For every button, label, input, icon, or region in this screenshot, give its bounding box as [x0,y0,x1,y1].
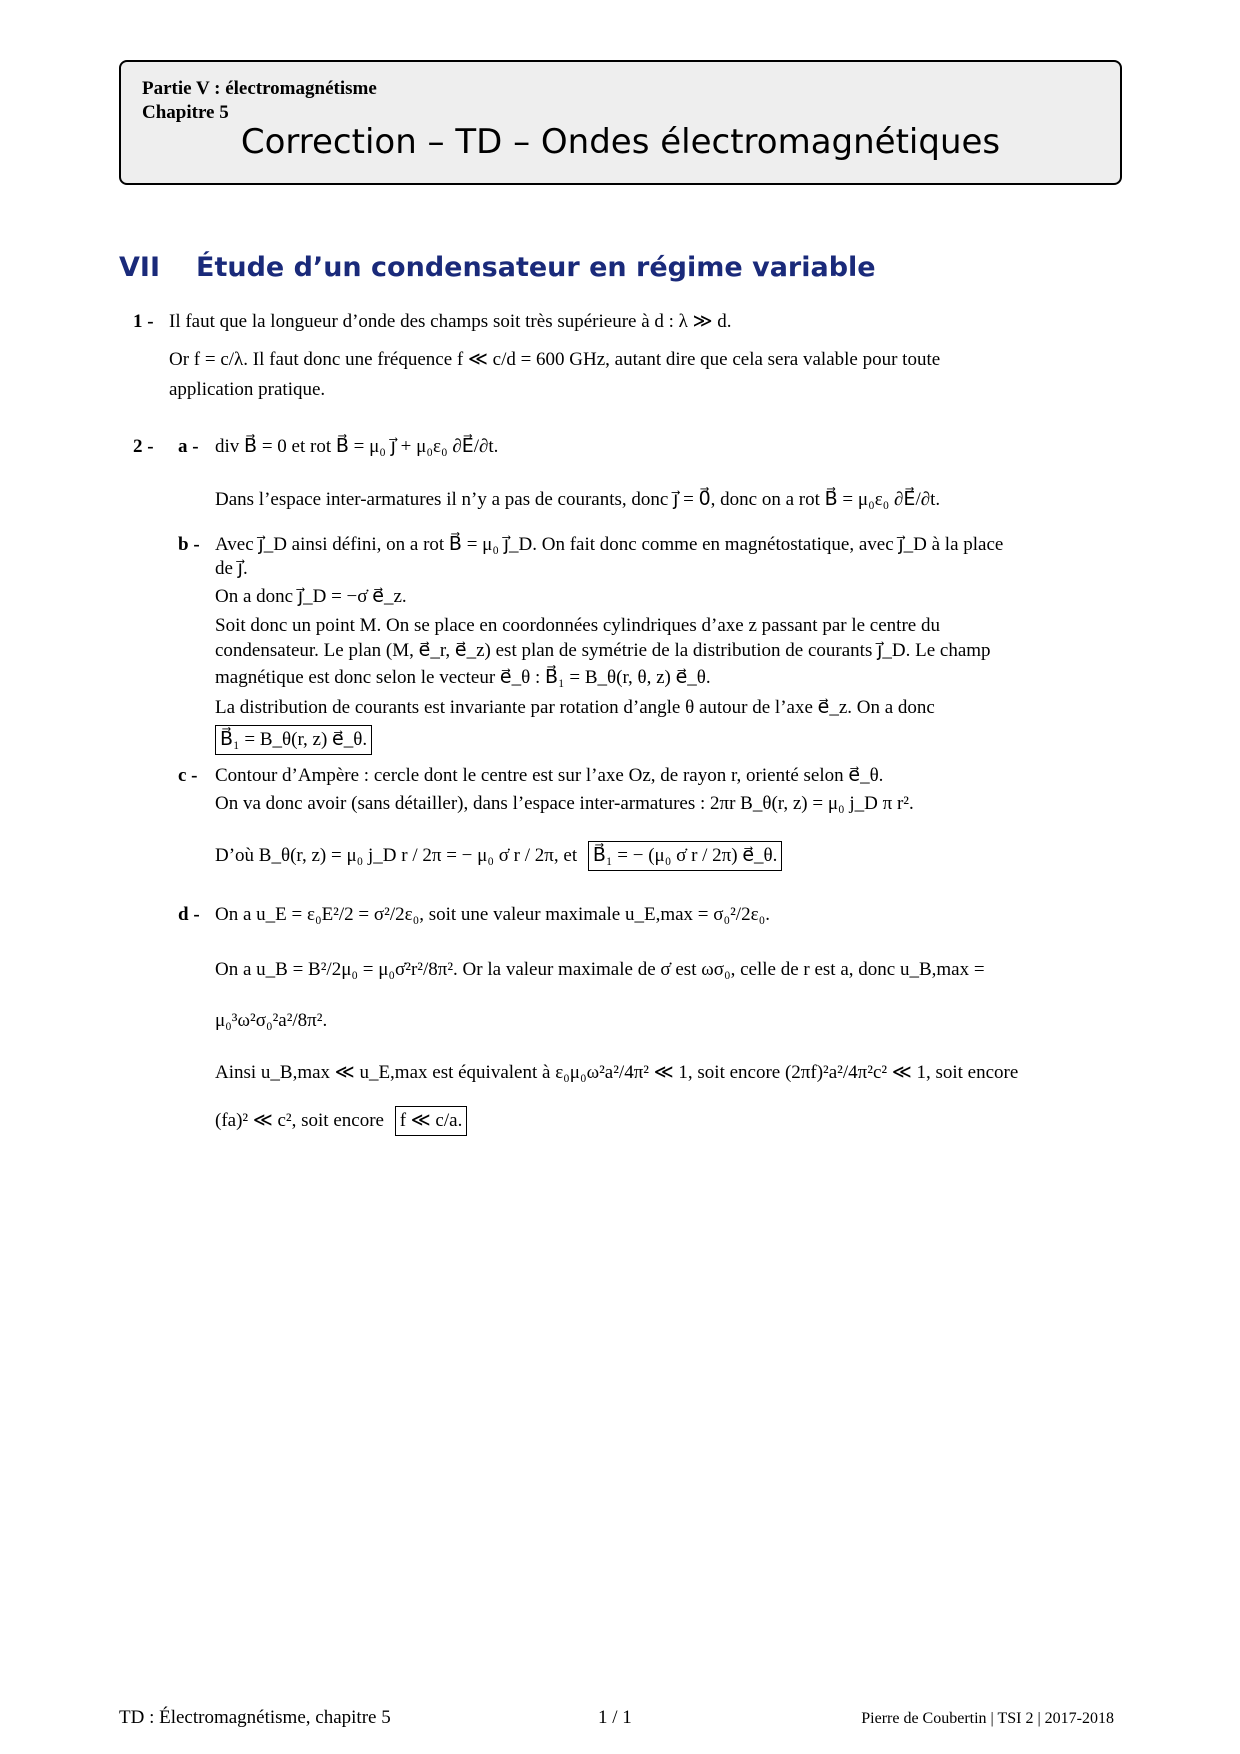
section-title: Étude d’un condensateur en régime variable [196,252,876,283]
part-label: Partie V : électromagnétisme [142,78,377,99]
q2b-boxed-result: B⃗₁ = B_θ(r, z) e⃗_θ. [215,725,372,755]
section-heading [119,252,876,283]
q2d-line1: On a u_E = ε₀E²/2 = σ²/2ε₀, soit une valeur maximale u_E,max = σ₀²/2ε₀. [215,904,770,925]
page-number: 1 / 1 [598,1707,632,1728]
q2d-line5 [215,1106,467,1136]
q2b-line5: condensateur. Le plan (M, e⃗_r, e⃗_z) est plan de symétrie de la distribution de courants j⃗_D. Le champ [215,640,991,661]
q2a-line1: div B⃗ = 0 et rot B⃗ = μ₀ j⃗ + μ₀ε₀ ∂E⃗/∂t. [215,436,499,457]
q2d-line3: μ₀³ω²σ₀²a²/8π². [215,1010,328,1031]
q1-line2: Or f = c/λ. Il faut donc une fréquence f ≪ c/d = 600 GHz, autant dire que cela sera valable pour toute [169,349,941,370]
q2c-expression: D’où B_θ(r, z) = μ₀ j_D r / 2π = − μ₀ σ̇ r / 2π, et [215,845,578,866]
q2b-line2: de j⃗. [215,558,248,579]
q2b-line6: magnétique est donc selon le vecteur e⃗_θ : B⃗₁ = B_θ(r, θ, z) e⃗_θ. [215,667,711,688]
q2b-line1: Avec j⃗_D ainsi défini, on a rot B⃗ = μ₀ j⃗_D. On fait donc comme en magnétostatique, avec j⃗_D à la place [215,534,1004,555]
footer-right: Pierre de Coubertin | TSI 2 | 2017-2018 [861,1710,1114,1727]
footer-left: TD : Électromagnétisme, chapitre 5 [119,1707,391,1728]
q2b-line7: La distribution de courants est invariante par rotation d’angle θ autour de l’axe e⃗_z. On a donc [215,697,935,718]
section-number: VII [119,252,160,283]
q2b-line4: Soit donc un point M. On se place en coordonnées cylindriques d’axe z passant par le centre du [215,615,940,636]
q2a-line2: Dans l’espace inter-armatures il n’y a pas de courants, donc j⃗ = 0⃗, donc on a rot B⃗ = μ₀ε₀ ∂E⃗/∂t. [215,489,941,510]
q2d-boxed-result: f ≪ c/a. [395,1106,468,1136]
q2c-boxed-result: B⃗₁ = − (μ₀ σ̇ r / 2π) e⃗_θ. [588,841,783,871]
q2d-line4: Ainsi u_B,max ≪ u_E,max est équivalent à ε₀μ₀ω²a²/4π² ≪ 1, soit encore (2πf)²a²/4π²c² ≪ 1, soit encore [215,1062,1019,1083]
q2a-label: a - [178,436,199,457]
q1-line3: application pratique. [169,379,326,400]
document-title: Correction – TD – Ondes électromagnétiques [240,122,1001,162]
q2d-expression: (fa)² ≪ c², soit encore [215,1110,384,1131]
q2c-label: c - [178,765,198,786]
q1-line1: Il faut que la longueur d’onde des champs soit très supérieure à d : λ ≫ d. [169,311,732,332]
q2c-line1: Contour d’Ampère : cercle dont le centre est sur l’axe Oz, de rayon r, orienté selon e⃗_θ. [215,765,884,786]
q2b-label: b - [178,534,200,555]
q2b-result [215,725,372,755]
q1-label: 1 - [133,311,154,332]
q2-label: 2 - [133,436,154,457]
q2d-label: d - [178,904,200,925]
q2c-line2: On va donc avoir (sans détailler), dans l’espace inter-armatures : 2πr B_θ(r, z) = μ₀ j_D π r². [215,793,914,814]
header-box [119,60,1122,185]
q2d-line2: On a u_B = B²/2μ₀ = μ₀σ̇²r²/8π². Or la valeur maximale de σ̇ est ωσ₀, celle de r est a, donc u_B,max = [215,959,985,980]
q2c-line3 [215,841,782,871]
q2b-line3: On a donc j⃗_D = −σ̇ e⃗_z. [215,586,407,607]
chapter-label: Chapitre 5 [142,102,229,123]
